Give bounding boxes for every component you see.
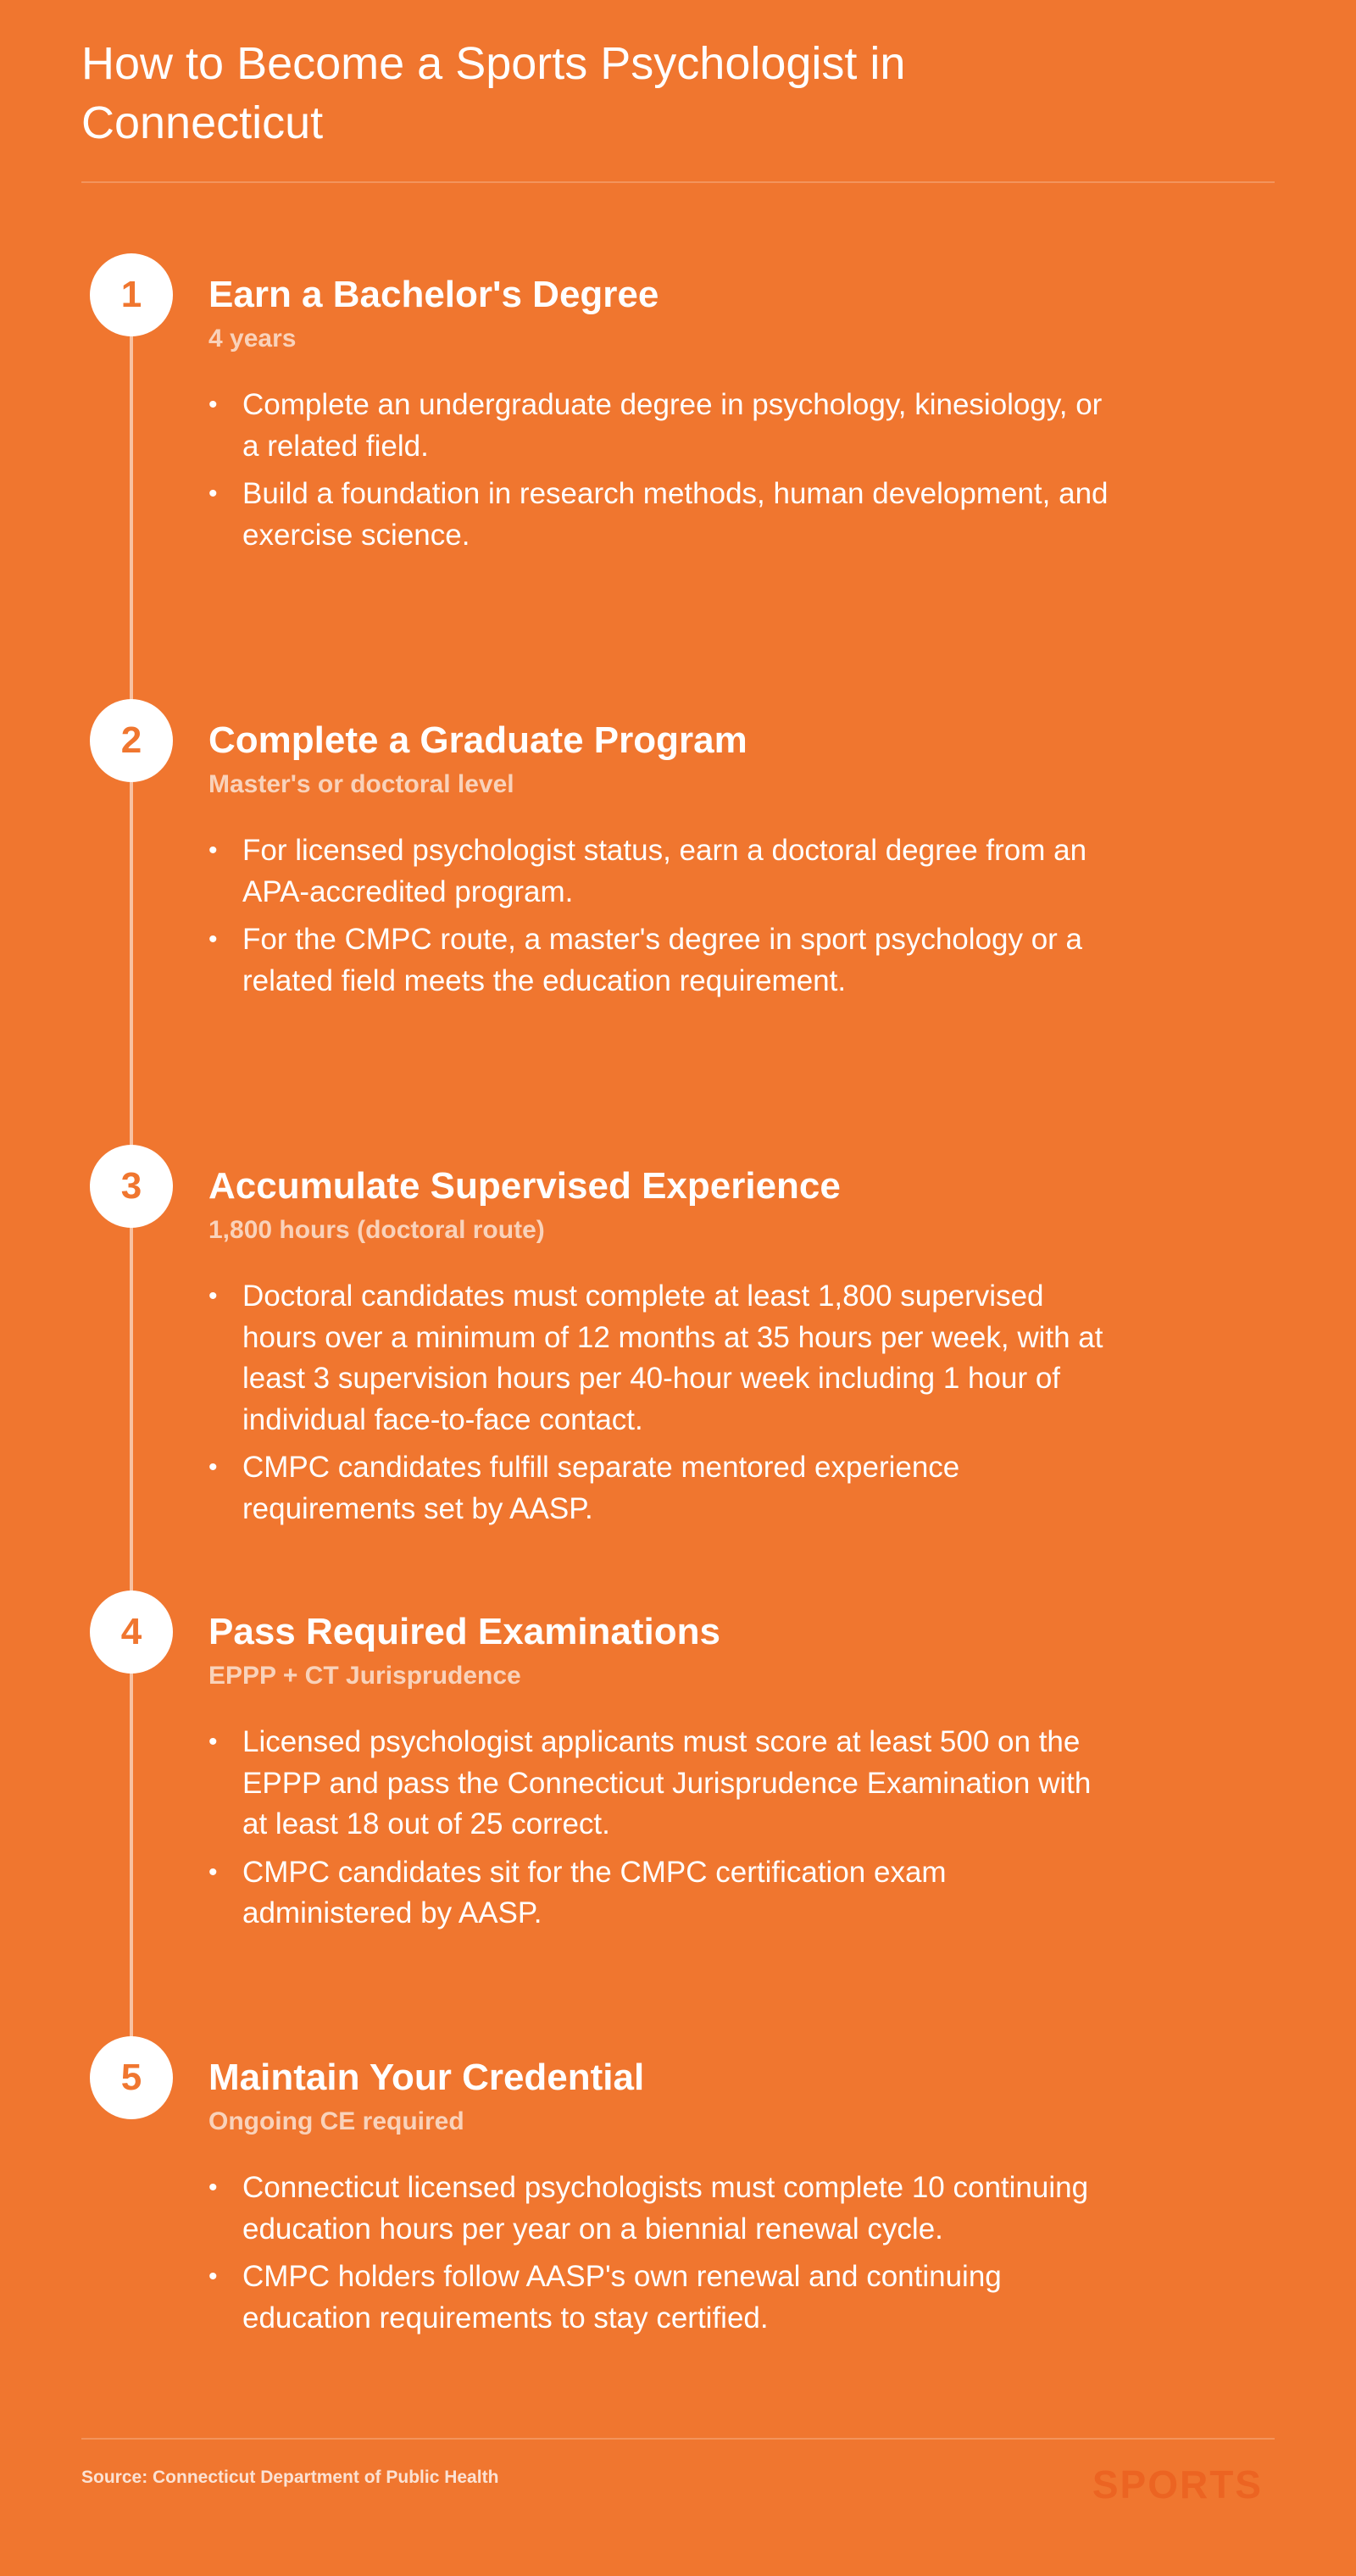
list-item: • Doctoral candidates must complete at least 1,800 supervised hours over a minimum of 12 months at 35 hours per week, with at least 3 supervision hours per 40-hour week including 1 hour of individual face-to-face contact. [208,1276,1124,1441]
list-item: • For the CMPC route, a master's degree in sport psychology or a related field meets the education requirement. [208,919,1124,1002]
step-duration: Ongoing CE required [208,2107,464,2135]
bullet-icon: • [208,1857,218,1886]
list-item: • Licensed psychologist applicants must score at least 500 on the EPPP and pass the Connecticut Jurisprudence Examination with at least 18 out of 25 correct. [208,1722,1124,1846]
list-item: • CMPC candidates sit for the CMPC certification exam administered by AASP. [208,1852,1124,1935]
list-item: • Connecticut licensed psychologists must complete 10 continuing education hours per year on a biennial renewal cycle. [208,2168,1124,2250]
step-title: Pass Required Examinations [208,1611,720,1652]
list-item: • Complete an undergraduate degree in psychology, kinesiology, or a related field. [208,385,1124,467]
source-note: Source: Connecticut Department of Public Health [81,2468,499,2487]
list-item: • For licensed psychologist status, earn a doctoral degree from an APA-accredited program. [208,830,1124,913]
bullet-icon: • [208,1453,218,1481]
step-duration: EPPP + CT Jurisprudence [208,1662,521,1690]
list-item: • CMPC holders follow AASP's own renewal and continuing education requirements to stay certified. [208,2257,1124,2339]
step-duration: Master's or doctoral level [208,770,514,798]
step-number-circle: 5 [90,2036,173,2119]
step-bullet-list [208,385,1141,556]
step-number-circle: 3 [90,1145,173,1228]
step-title: Complete a Graduate Program [208,719,747,761]
step-title: Accumulate Supervised Experience [208,1165,841,1207]
list-item: • Build a foundation in research methods, human development, and exercise science. [208,474,1124,556]
step-bullet-list [208,2168,1141,2339]
step-duration: 1,800 hours (doctoral route) [208,1216,545,1244]
bullet-icon: • [208,836,218,864]
step-title: Earn a Bachelor's Degree [208,274,659,315]
step-number-circle: 4 [90,1591,173,1674]
step-number-circle: 1 [90,253,173,336]
bullet-icon: • [208,2174,218,2201]
step-bullet-list [208,1722,1141,1935]
bullet-icon: • [208,1728,218,1756]
bullet-icon: • [208,925,218,953]
step-bullet-list [208,830,1141,1002]
step-number-circle: 2 [90,699,173,782]
header-divider [81,181,1275,183]
step-title: Maintain Your Credential [208,2057,645,2098]
list-item: • CMPC candidates fulfill separate mentored experience requirements set by AASP. [208,1447,1124,1530]
footer-divider [81,2438,1275,2440]
bullet-icon: • [208,2262,218,2290]
step-duration: 4 years [208,325,297,353]
bullet-icon: • [208,480,218,508]
page-title: How to Become a Sports Psychologist in Connecticut [81,38,906,148]
brand-logo: SPORTS [1092,2462,1263,2507]
bullet-icon: • [208,391,218,419]
step-bullet-list [208,1276,1141,1530]
bullet-icon: • [208,1282,218,1310]
